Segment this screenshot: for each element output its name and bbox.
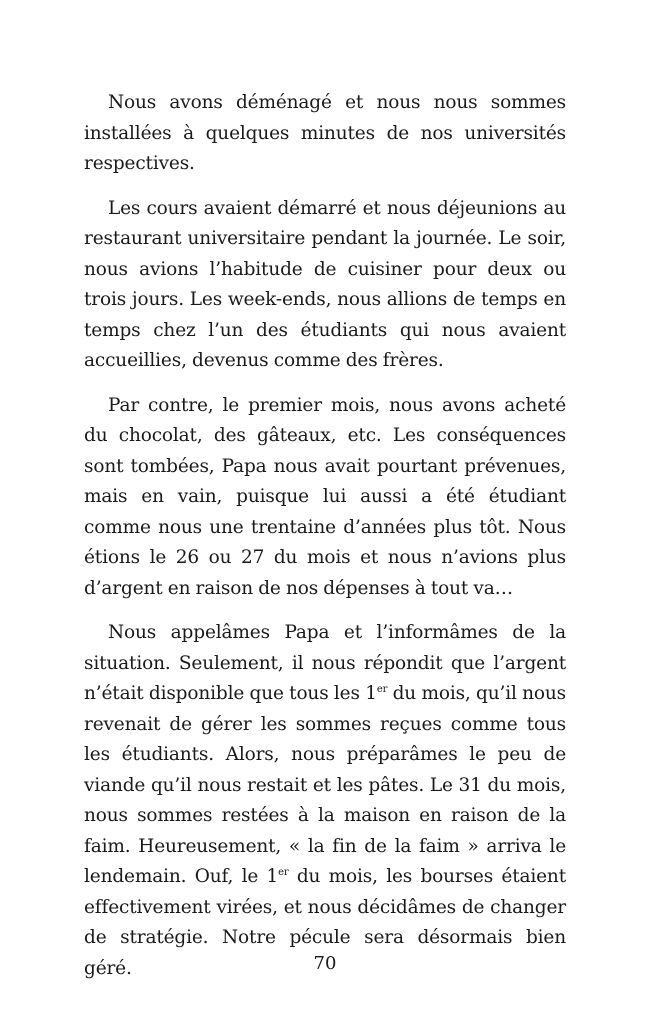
paragraph-1 [84, 88, 566, 180]
paragraph-text: Nous avons déménagé et nous nous sommes installées à quelques minutes de nos universités respectives. [84, 92, 566, 174]
paragraph-text: du mois, qu’il nous revenait de gérer les sommes reçues comme tous les étudiants. Alors, nous préparâmes le peu de viande qu’il nous restait et les pâtes. Le 31 du mois, nous sommes restées à la maison en raison de la faim. Heureusement, « la fin de la faim » arriva le lendemain. Ouf, le 1 [84, 683, 566, 887]
paragraph-text: Nous appelâmes Papa et l’informâmes de la situation. Seulement, il nous répondit que l’argent n’était disponible que tous les 1 [84, 622, 566, 704]
paragraph-text: du mois, les bourses étaient effectivement virées, et nous décidâmes de changer de stratégie. Notre pécule sera désormais bien géré. [84, 866, 566, 979]
ordinal-superscript: er [278, 867, 289, 878]
page-number: 70 [313, 953, 337, 974]
page-body [84, 88, 566, 998]
paragraph-2 [84, 194, 566, 377]
paragraph-3 [84, 391, 566, 605]
paragraph-text: Les cours avaient démarré et nous déjeunions au restaurant universitaire pendant la journée. Le soir, nous avions l’habitude de cuisiner pour deux ou trois jours. Les week-ends, nous allions de temps en temps chez l’un des étudiants qui nous avaient accueillies, devenus comme des frères. [84, 197, 566, 371]
ordinal-superscript: er [376, 684, 388, 695]
paragraph-text: Par contre, le premier mois, nous avons acheté du chocolat, des gâteaux, etc. Les conséquences sont tombées, Papa nous avait pourtant prévenues, mais en vain, puisque lui aussi a été étudiant comme nous une trentaine d’années plus tôt. Nous étions le 26 ou 27 du mois et nous n’avions plus d’argent en raison de nos dépenses à tout va… [84, 394, 566, 599]
paragraph-4 [84, 618, 566, 984]
